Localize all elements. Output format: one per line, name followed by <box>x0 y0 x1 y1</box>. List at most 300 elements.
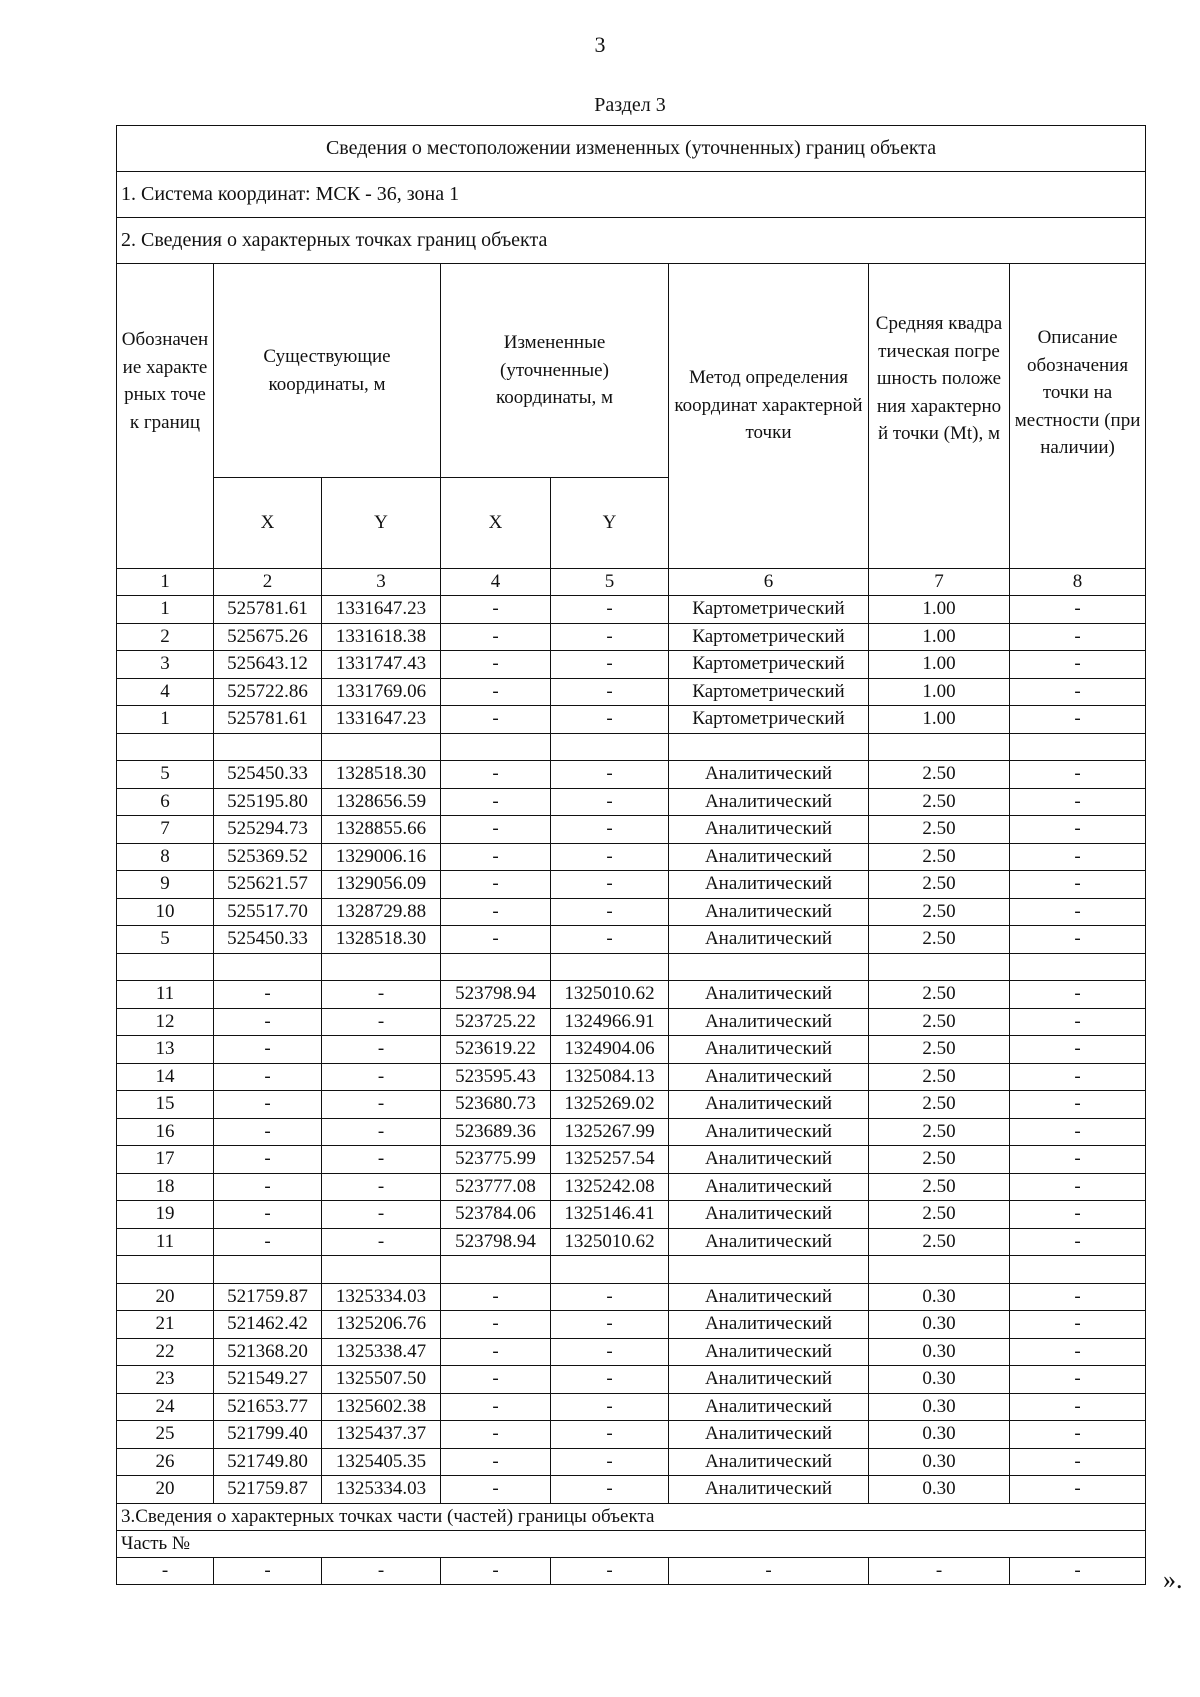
table-cell: Аналитический <box>669 816 869 844</box>
table-cell: 26 <box>117 1448 214 1476</box>
table-cell: - <box>551 1393 669 1421</box>
table-cell: - <box>1010 761 1146 789</box>
table-cell: - <box>1010 1118 1146 1146</box>
column-number-cell: 8 <box>1010 569 1146 596</box>
column-number-cell: 6 <box>669 569 869 596</box>
table-cell: Аналитический <box>669 1201 869 1229</box>
table-cell: 12 <box>117 1008 214 1036</box>
table-cell: 1329006.16 <box>322 843 441 871</box>
table-cell: - <box>551 1338 669 1366</box>
table-cell: - <box>1010 1201 1146 1229</box>
table-cell: Аналитический <box>669 1448 869 1476</box>
table-cell: - <box>1010 1283 1146 1311</box>
table-cell: 1325084.13 <box>551 1063 669 1091</box>
table-cell: 8 <box>117 843 214 871</box>
table-cell <box>322 1256 441 1284</box>
table-cell: - <box>1010 981 1146 1009</box>
table-cell: - <box>551 1476 669 1504</box>
table-cell: - <box>214 1036 322 1064</box>
table-cell: 1325338.47 <box>322 1338 441 1366</box>
table-cell: - <box>1010 898 1146 926</box>
table-row <box>117 1448 1146 1476</box>
table-cell: - <box>1010 843 1146 871</box>
table-cell: 23 <box>117 1366 214 1394</box>
table-cell: 10 <box>117 898 214 926</box>
table-cell: 523798.94 <box>441 981 551 1009</box>
table-cell: Картометрический <box>669 651 869 679</box>
table-cell: 1331647.23 <box>322 706 441 734</box>
table-cell: - <box>551 871 669 899</box>
table-cell <box>117 733 214 761</box>
table-cell: - <box>441 651 551 679</box>
table-cell: 521759.87 <box>214 1283 322 1311</box>
table-row <box>117 981 1146 1009</box>
table-cell: 6 <box>117 788 214 816</box>
table-cell: - <box>1010 1091 1146 1119</box>
table-cell: Аналитический <box>669 1228 869 1256</box>
table-cell: Аналитический <box>669 1008 869 1036</box>
table-cell: - <box>214 1118 322 1146</box>
table-cell: Аналитический <box>669 843 869 871</box>
table-cell: 2 <box>117 623 214 651</box>
table-cell: - <box>551 706 669 734</box>
table-cell: 525643.12 <box>214 651 322 679</box>
table-title: Сведения о местоположении измененных (уточненных) границ объекта <box>117 126 1146 172</box>
table-cell: Аналитический <box>669 788 869 816</box>
table-cell: 525781.61 <box>214 596 322 624</box>
table-cell: 0.30 <box>869 1393 1010 1421</box>
table-cell: - <box>551 1448 669 1476</box>
table-cell: 0.30 <box>869 1311 1010 1339</box>
table-cell <box>441 733 551 761</box>
part-cell: - <box>117 1557 214 1584</box>
table-cell: 1329056.09 <box>322 871 441 899</box>
table-cell: Аналитический <box>669 1063 869 1091</box>
table-cell: 523775.99 <box>441 1146 551 1174</box>
table-cell: 11 <box>117 1228 214 1256</box>
table-cell <box>669 733 869 761</box>
table-cell: Аналитический <box>669 1091 869 1119</box>
table-cell: 5 <box>117 761 214 789</box>
table-cell: - <box>322 1173 441 1201</box>
table-cell: 1328656.59 <box>322 788 441 816</box>
table-cell: 523777.08 <box>441 1173 551 1201</box>
table-cell: - <box>322 1118 441 1146</box>
table-row <box>117 651 1146 679</box>
table-cell: - <box>214 1008 322 1036</box>
table-cell: 1325257.54 <box>551 1146 669 1174</box>
table-cell: 1.00 <box>869 706 1010 734</box>
table-cell: 521368.20 <box>214 1338 322 1366</box>
table-cell: 2.50 <box>869 1146 1010 1174</box>
table-cell: 521462.42 <box>214 1311 322 1339</box>
table-row <box>117 1338 1146 1366</box>
table-row <box>117 623 1146 651</box>
table-row <box>117 843 1146 871</box>
table-row <box>117 1063 1146 1091</box>
table-cell <box>214 953 322 981</box>
table-cell: 525722.86 <box>214 678 322 706</box>
table-cell: - <box>551 843 669 871</box>
table-cell: 2.50 <box>869 1228 1010 1256</box>
table-cell: - <box>322 1091 441 1119</box>
table-cell: 2.50 <box>869 816 1010 844</box>
column-number-cell: 4 <box>441 569 551 596</box>
table-cell: 525675.26 <box>214 623 322 651</box>
column-number-cell: 5 <box>551 569 669 596</box>
table-cell: Картометрический <box>669 678 869 706</box>
table-cell: 1324904.06 <box>551 1036 669 1064</box>
table-cell: Аналитический <box>669 926 869 954</box>
table-cell <box>869 953 1010 981</box>
table-cell: 13 <box>117 1036 214 1064</box>
table-cell: - <box>1010 871 1146 899</box>
table-row <box>117 816 1146 844</box>
part-cell: - <box>322 1557 441 1584</box>
part-cell: - <box>1010 1557 1146 1584</box>
table-cell: Аналитический <box>669 1393 869 1421</box>
table-cell: 1325334.03 <box>322 1476 441 1504</box>
table-cell: 0.30 <box>869 1476 1010 1504</box>
table-cell: - <box>441 926 551 954</box>
table-cell: 0.30 <box>869 1283 1010 1311</box>
table-cell: Аналитический <box>669 1036 869 1064</box>
table-cell: 525450.33 <box>214 761 322 789</box>
part-cell: - <box>669 1557 869 1584</box>
table-cell: - <box>441 1283 551 1311</box>
table-row <box>117 1476 1146 1504</box>
table-cell: Аналитический <box>669 1118 869 1146</box>
table-cell <box>441 953 551 981</box>
table-cell: - <box>214 1091 322 1119</box>
table-row <box>117 1201 1146 1229</box>
table-cell: 0.30 <box>869 1338 1010 1366</box>
header-description: Описание обозначения точки на местности (при наличии) <box>1010 264 1146 569</box>
table-cell: 523680.73 <box>441 1091 551 1119</box>
table-cell: - <box>551 1366 669 1394</box>
table-cell: - <box>551 761 669 789</box>
table-cell: Аналитический <box>669 981 869 1009</box>
table-cell: 523725.22 <box>441 1008 551 1036</box>
table-row <box>117 1311 1146 1339</box>
table-cell: - <box>441 871 551 899</box>
table-row <box>117 761 1146 789</box>
table-cell <box>669 953 869 981</box>
table-row <box>117 926 1146 954</box>
table-cell: Картометрический <box>669 596 869 624</box>
table-cell: 525781.61 <box>214 706 322 734</box>
table-cell: 2.50 <box>869 1173 1010 1201</box>
table-cell: 2.50 <box>869 871 1010 899</box>
table-cell: 20 <box>117 1283 214 1311</box>
table-cell: - <box>551 1311 669 1339</box>
table-row <box>117 1146 1146 1174</box>
table-cell: 16 <box>117 1118 214 1146</box>
table-cell: 1325146.41 <box>551 1201 669 1229</box>
table-cell: 17 <box>117 1146 214 1174</box>
table-cell: 1331747.43 <box>322 651 441 679</box>
table-cell: - <box>1010 1063 1146 1091</box>
coordinate-system: 1. Система координат: МСК - 36, зона 1 <box>117 172 1146 218</box>
table-cell: 1325267.99 <box>551 1118 669 1146</box>
table-cell: 9 <box>117 871 214 899</box>
header-existing-y: Y <box>322 478 441 569</box>
table-cell: - <box>214 1063 322 1091</box>
table-cell: - <box>1010 596 1146 624</box>
table-cell: 1328729.88 <box>322 898 441 926</box>
table-cell: 1328518.30 <box>322 761 441 789</box>
table-cell: 523595.43 <box>441 1063 551 1091</box>
table-cell: 11 <box>117 981 214 1009</box>
table-cell: - <box>441 898 551 926</box>
table-cell <box>869 1256 1010 1284</box>
table-cell: 7 <box>117 816 214 844</box>
table-cell: - <box>441 843 551 871</box>
table-cell: 2.50 <box>869 1008 1010 1036</box>
table-cell: 2.50 <box>869 1063 1010 1091</box>
table-cell: Аналитический <box>669 1366 869 1394</box>
table-cell: - <box>441 1338 551 1366</box>
table-cell: 525621.57 <box>214 871 322 899</box>
table-cell: - <box>551 596 669 624</box>
table-cell: - <box>441 596 551 624</box>
table-cell: 1324966.91 <box>551 1008 669 1036</box>
table-cell: - <box>1010 1311 1146 1339</box>
table-cell: 1 <box>117 596 214 624</box>
table-row <box>117 1118 1146 1146</box>
table-cell: 3 <box>117 651 214 679</box>
table-cell <box>441 1256 551 1284</box>
column-number-row <box>117 569 1146 596</box>
page-number: 3 <box>594 32 606 57</box>
table-cell: Аналитический <box>669 1421 869 1449</box>
parts-heading: 3.Сведения о характерных точках части (частей) границы объекта <box>117 1503 1146 1530</box>
table-cell <box>117 953 214 981</box>
table-row <box>117 1256 1146 1284</box>
table-row <box>117 706 1146 734</box>
header-existing-coordinates: Существующие координаты, м <box>214 264 441 478</box>
table-cell: 521799.40 <box>214 1421 322 1449</box>
header-changed-x: X <box>441 478 551 569</box>
table-cell: 523784.06 <box>441 1201 551 1229</box>
table-row <box>117 1036 1146 1064</box>
table-cell: 0.30 <box>869 1421 1010 1449</box>
table-cell: - <box>322 981 441 1009</box>
table-cell: 521653.77 <box>214 1393 322 1421</box>
part-cell: - <box>869 1557 1010 1584</box>
table-cell: Аналитический <box>669 871 869 899</box>
part-values-row <box>117 1557 1146 1584</box>
table-row <box>117 1421 1146 1449</box>
part-cell: - <box>214 1557 322 1584</box>
table-cell: - <box>322 1063 441 1091</box>
table-cell: 1325507.50 <box>322 1366 441 1394</box>
table-cell: - <box>214 1146 322 1174</box>
table-cell <box>1010 1256 1146 1284</box>
table-cell <box>669 1256 869 1284</box>
table-cell: - <box>441 678 551 706</box>
table-cell: 1325206.76 <box>322 1311 441 1339</box>
table-cell: - <box>214 981 322 1009</box>
table-cell: Аналитический <box>669 761 869 789</box>
table-cell: - <box>551 623 669 651</box>
table-cell: - <box>322 1146 441 1174</box>
table-cell: 1.00 <box>869 651 1010 679</box>
table-cell: - <box>214 1173 322 1201</box>
table-cell: 0.30 <box>869 1448 1010 1476</box>
table-cell: 14 <box>117 1063 214 1091</box>
table-cell: 525517.70 <box>214 898 322 926</box>
table-cell <box>322 953 441 981</box>
table-row <box>117 733 1146 761</box>
table-cell: - <box>441 816 551 844</box>
table-cell: - <box>322 1036 441 1064</box>
table-cell: 2.50 <box>869 981 1010 1009</box>
table-cell: 1 <box>117 706 214 734</box>
table-cell: 1331618.38 <box>322 623 441 651</box>
table-row <box>117 1366 1146 1394</box>
table-cell: 1325269.02 <box>551 1091 669 1119</box>
table-cell <box>1010 953 1146 981</box>
table-cell: - <box>322 1228 441 1256</box>
table-cell <box>551 733 669 761</box>
table-cell: - <box>1010 623 1146 651</box>
table-cell: 25 <box>117 1421 214 1449</box>
table-cell: - <box>441 1448 551 1476</box>
table-cell: - <box>1010 678 1146 706</box>
column-number-cell: 1 <box>117 569 214 596</box>
table-cell: Аналитический <box>669 1146 869 1174</box>
table-cell: 525369.52 <box>214 843 322 871</box>
table-cell: - <box>1010 1338 1146 1366</box>
table-row <box>117 1173 1146 1201</box>
table-row <box>117 1283 1146 1311</box>
table-row <box>117 1393 1146 1421</box>
table-row <box>117 1008 1146 1036</box>
table-cell: - <box>551 1421 669 1449</box>
table-cell: - <box>441 761 551 789</box>
table-cell: 523798.94 <box>441 1228 551 1256</box>
table-cell: - <box>551 788 669 816</box>
table-cell: - <box>441 788 551 816</box>
table-cell <box>1010 733 1146 761</box>
table-cell: 2.50 <box>869 926 1010 954</box>
table-cell: 1325405.35 <box>322 1448 441 1476</box>
table-cell: Аналитический <box>669 1476 869 1504</box>
table-cell <box>551 1256 669 1284</box>
table-cell: 2.50 <box>869 761 1010 789</box>
table-cell <box>214 733 322 761</box>
table-cell: Аналитический <box>669 1283 869 1311</box>
boundary-points-table <box>116 125 1146 1585</box>
part-cell: - <box>441 1557 551 1584</box>
table-cell: - <box>551 816 669 844</box>
table-cell: 21 <box>117 1311 214 1339</box>
part-cell: - <box>551 1557 669 1584</box>
table-cell: Картометрический <box>669 706 869 734</box>
table-cell: 2.50 <box>869 1118 1010 1146</box>
table-cell: - <box>214 1201 322 1229</box>
table-cell: - <box>441 1311 551 1339</box>
table-cell: 525195.80 <box>214 788 322 816</box>
column-number-cell: 3 <box>322 569 441 596</box>
header-changed-y: Y <box>551 478 669 569</box>
table-cell: - <box>441 1476 551 1504</box>
table-cell <box>869 733 1010 761</box>
table-cell: - <box>1010 926 1146 954</box>
table-cell: - <box>441 1421 551 1449</box>
table-row <box>117 596 1146 624</box>
table-cell <box>214 1256 322 1284</box>
table-cell: 523619.22 <box>441 1036 551 1064</box>
table-cell: 20 <box>117 1476 214 1504</box>
table-cell: 525450.33 <box>214 926 322 954</box>
table-cell: - <box>1010 706 1146 734</box>
table-cell: 4 <box>117 678 214 706</box>
table-cell: 523689.36 <box>441 1118 551 1146</box>
table-cell: Картометрический <box>669 623 869 651</box>
table-cell: 19 <box>117 1201 214 1229</box>
table-cell: 18 <box>117 1173 214 1201</box>
table-cell: - <box>322 1008 441 1036</box>
table-cell: - <box>551 678 669 706</box>
table-cell: - <box>1010 1393 1146 1421</box>
table-cell: - <box>551 898 669 926</box>
table-row <box>117 898 1146 926</box>
header-existing-x: X <box>214 478 322 569</box>
table-row <box>117 678 1146 706</box>
points-heading: 2. Сведения о характерных точках границ объекта <box>117 218 1146 264</box>
table-cell: - <box>1010 1008 1146 1036</box>
table-row <box>117 1228 1146 1256</box>
table-cell: - <box>1010 816 1146 844</box>
table-cell: 1325602.38 <box>322 1393 441 1421</box>
part-label: Часть № <box>117 1530 1146 1557</box>
closing-quote: ». <box>1163 1565 1183 1594</box>
header-method: Метод определения координат характерной точки <box>669 264 869 569</box>
table-row <box>117 1091 1146 1119</box>
table-cell: 24 <box>117 1393 214 1421</box>
table-cell: - <box>214 1228 322 1256</box>
table-cell: 15 <box>117 1091 214 1119</box>
table-cell: 1325010.62 <box>551 981 669 1009</box>
table-cell: 2.50 <box>869 788 1010 816</box>
table-cell: - <box>1010 1173 1146 1201</box>
table-cell: 521549.27 <box>214 1366 322 1394</box>
table-cell: - <box>1010 1421 1146 1449</box>
table-cell: Аналитический <box>669 1311 869 1339</box>
table-cell: - <box>441 1393 551 1421</box>
table-cell: 2.50 <box>869 1201 1010 1229</box>
table-row <box>117 871 1146 899</box>
table-cell: - <box>551 651 669 679</box>
table-cell: - <box>1010 1476 1146 1504</box>
table-cell: Аналитический <box>669 1173 869 1201</box>
table-cell: - <box>551 1283 669 1311</box>
column-number-cell: 7 <box>869 569 1010 596</box>
table-cell: - <box>551 926 669 954</box>
table-cell: - <box>441 623 551 651</box>
table-cell: 1.00 <box>869 623 1010 651</box>
table-cell: 0.30 <box>869 1366 1010 1394</box>
table-cell: 521759.87 <box>214 1476 322 1504</box>
table-cell: 1331769.06 <box>322 678 441 706</box>
table-cell: 2.50 <box>869 1036 1010 1064</box>
section-title: Раздел 3 <box>594 94 666 116</box>
table-cell: 2.50 <box>869 1091 1010 1119</box>
table-cell: 525294.73 <box>214 816 322 844</box>
table-cell: - <box>1010 1448 1146 1476</box>
